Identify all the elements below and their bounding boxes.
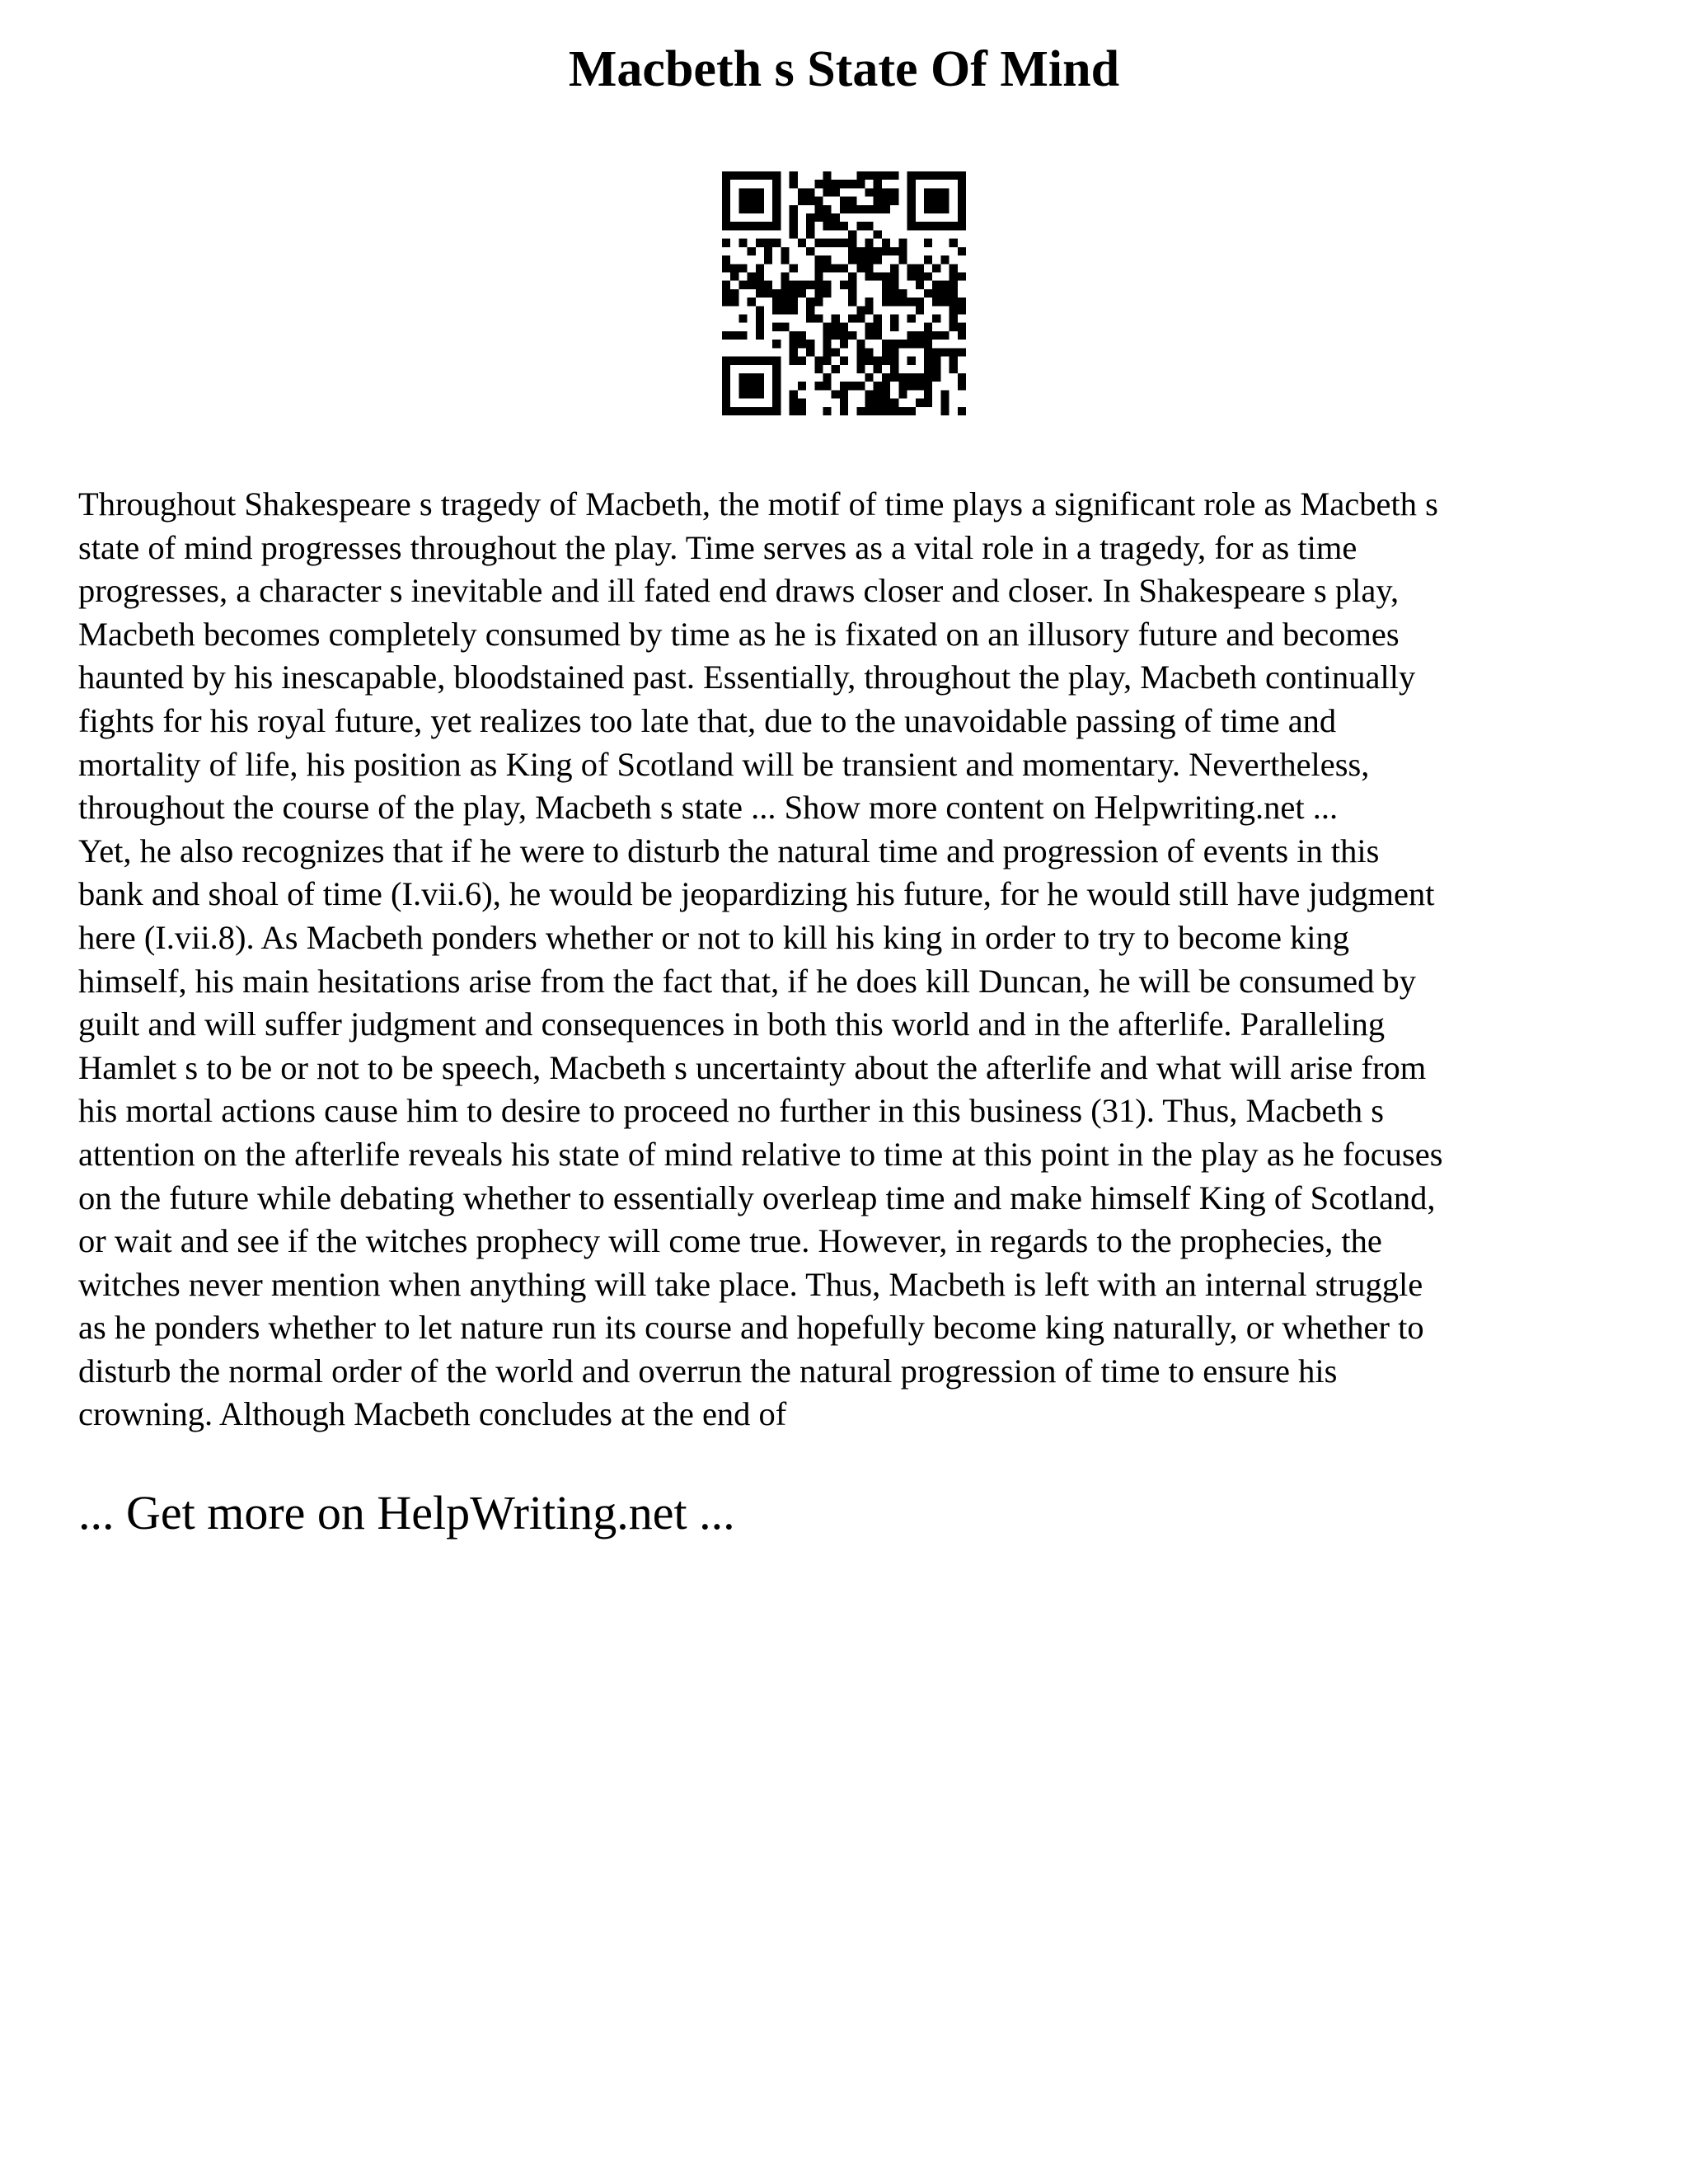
essay-body: Throughout Shakespeare s tragedy of Macbeth, the motif of time plays a significant role as Macbeth s state of mind progresses throughout the play. Time serves as a vital role in a tragedy, for as time progresses, a character s inevitable and ill fated end draws closer and closer. In Shakespeare s play, Macbeth becomes completely consumed by time as he is fixated on an illusory future and becomes haunted by his inescapable, bloodstained past. Essentially, throughout the play, Macbeth continually fights for his royal future, yet realizes too late that, due to the unavoidable passing of time and mortality of life, his position as King of Scotland will be transient and momentary. Nevertheless, throughout the course of the play, Macbeth s state ... Show more content on Helpwriting.net ... Yet, he also recognizes that if he were to disturb the natural time and progression of events in this bank and shoal of time (I.vii.6), he would be jeopardizing his future, for he would still have judgment here (I.vii.8). As Macbeth ponders whether or not to kill his king in order to try to become king himself, his main hesitations arise from the fact that, if he does kill Duncan, he will be consumed by guilt and will suffer judgment and consequences in both this world and in the afterlife. Paralleling Hamlet s to be or not to be speech, Macbeth s uncertainty about the afterlife and what will arise from his mortal actions cause him to desire to proceed no further in this business (31). Thus, Macbeth s attention on the afterlife reveals his state of mind relative to time at this point in the play as he focuses on the future while debating whether to essentially overleap time and make himself King of Scotland, or wait and see if the witches prophecy will come true. However, in regards to the prophecies, the witches never mention when anything will take place. Thus, Macbeth is left with an internal struggle as he ponders whether to let nature run its course and hopefully become king naturally, or whether to disturb the normal order of the world and overrun the natural progression of time to ensure his crowning. Although Macbeth concludes at the end of — [78, 485, 1443, 1433]
qr-code-icon — [722, 171, 966, 415]
get-more-link[interactable]: ... Get more on HelpWriting.net ... — [78, 1486, 735, 1540]
page-title: Macbeth s State Of Mind — [568, 41, 1120, 97]
